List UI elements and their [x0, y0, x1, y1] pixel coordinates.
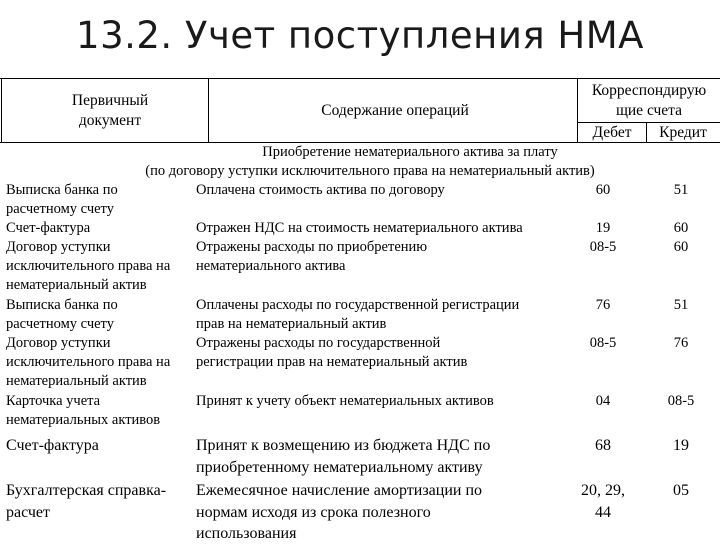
- row-document-line: нематериальный актив: [6, 277, 147, 293]
- row-operation: [196, 181, 576, 200]
- row-debit-line: 19: [595, 220, 611, 236]
- row-credit: [648, 334, 714, 353]
- row-document-line: Счет-фактура: [6, 437, 99, 454]
- row-document-line: Счет-фактура: [6, 220, 91, 236]
- row-document-line: Карточка учета: [6, 393, 101, 409]
- row-document: [6, 480, 196, 523]
- row-debit: [570, 334, 636, 353]
- table-left-border: [1, 78, 2, 142]
- row-operation-line: регистрации прав на нематериальный актив: [196, 354, 468, 370]
- header-corresponding-accounts: Корреспондирую щие счета: [591, 82, 707, 119]
- row-document-line: нематериальных активов: [6, 412, 161, 428]
- row-credit-line: 05: [673, 482, 689, 499]
- row-operation-line: Ежемесячное начисление амортизации по: [196, 482, 482, 499]
- row-operation: [196, 296, 576, 334]
- row-operation-line: Отражен НДС на стоимость нематериального актива: [196, 220, 523, 236]
- header-operations: Содержание операций: [321, 102, 469, 119]
- row-debit: [570, 296, 636, 315]
- row-credit-line: 60: [673, 239, 689, 255]
- row-debit: [570, 435, 636, 457]
- table-top-border: [0, 78, 720, 79]
- row-document: [6, 219, 196, 238]
- row-credit: [648, 480, 714, 502]
- row-operation-line: Отражены расходы по приобретению: [196, 239, 428, 255]
- row-operation-line: нормам исходя из срока полезного: [196, 503, 431, 521]
- row-document-line: Договор уступки: [6, 239, 111, 255]
- row-document: [6, 238, 196, 295]
- debit-credit-divider: [646, 122, 647, 142]
- row-credit: [648, 392, 714, 411]
- row-operation: [196, 334, 576, 372]
- row-debit: [570, 392, 636, 411]
- row-document-line: нематериальный актив: [6, 373, 147, 389]
- row-document: [6, 392, 196, 430]
- row-operation-line: Принят к учету объект нематериальных активов: [196, 393, 494, 409]
- row-credit-line: 51: [673, 182, 689, 198]
- row-debit-line: 60: [595, 182, 611, 198]
- row-credit-line: 60: [673, 220, 689, 236]
- row-operation-line: Отражены расходы по государственной: [196, 335, 441, 351]
- row-debit-line: 04: [595, 393, 611, 409]
- row-credit-line: 51: [673, 297, 689, 313]
- row-document-line: Выписка банка по: [6, 182, 118, 198]
- row-credit: [648, 238, 714, 257]
- row-debit: [570, 219, 636, 238]
- row-operation-line: Оплачена стоимость актива по договору: [196, 182, 445, 198]
- header-primary-document: Первичный документ: [71, 92, 149, 129]
- row-operation-line: нематериального актива: [196, 258, 346, 274]
- row-operation: [196, 392, 576, 411]
- row-credit: [648, 181, 714, 200]
- row-operation: [196, 435, 576, 478]
- row-document-line: исключительного права на: [6, 354, 171, 370]
- row-operation: [196, 480, 576, 545]
- row-debit: [570, 238, 636, 257]
- row-document: [6, 435, 196, 457]
- row-credit-line: 08-5: [667, 393, 695, 409]
- row-document: [6, 296, 196, 334]
- row-credit-line: 19: [673, 437, 689, 454]
- row-debit: [570, 181, 636, 200]
- row-debit-line: 44: [595, 503, 611, 521]
- row-document: [6, 181, 196, 219]
- row-document-line: расчет: [6, 503, 51, 521]
- page-title: 13.2. Учет поступления НМА: [76, 14, 644, 57]
- row-operation: [196, 238, 576, 276]
- row-debit-line: 68: [595, 437, 611, 454]
- row-credit: [648, 219, 714, 238]
- row-operation-line: использования: [196, 525, 297, 542]
- row-operation-line: приобретенному нематериальному активу: [196, 458, 483, 476]
- row-credit-line: 76: [673, 335, 689, 351]
- header-col-divider-1: [208, 78, 209, 142]
- row-debit-line: 20, 29,: [581, 482, 625, 499]
- row-credit: [648, 296, 714, 315]
- row-credit: [648, 435, 714, 457]
- row-debit: [570, 480, 636, 523]
- row-document-line: Выписка банка по: [6, 297, 118, 313]
- row-document-line: Договор уступки: [6, 335, 111, 351]
- row-operation-line: Принят к возмещению из бюджета НДС по: [196, 437, 491, 454]
- row-document: [6, 334, 196, 391]
- row-document-line: исключительного права на: [6, 258, 171, 274]
- row-operation-line: Оплачены расходы по государственной регистрации: [196, 297, 520, 313]
- header-credit: Кредит: [659, 124, 707, 141]
- row-debit-line: 08-5: [589, 239, 617, 255]
- section-heading: Приобретение нематериального актива за плату (по договору уступки исключительного права на нематериальный актив): [145, 144, 595, 179]
- header-debit: Дебет: [592, 124, 632, 141]
- row-operation-line: прав на нематериальный актив: [196, 316, 387, 332]
- row-document-line: Бухгалтерская справка-: [6, 482, 167, 499]
- row-document-line: расчетному счету: [6, 201, 114, 217]
- row-debit-line: 76: [595, 297, 611, 313]
- row-document-line: расчетному счету: [6, 316, 114, 332]
- row-operation: [196, 219, 576, 238]
- row-debit-line: 08-5: [589, 335, 617, 351]
